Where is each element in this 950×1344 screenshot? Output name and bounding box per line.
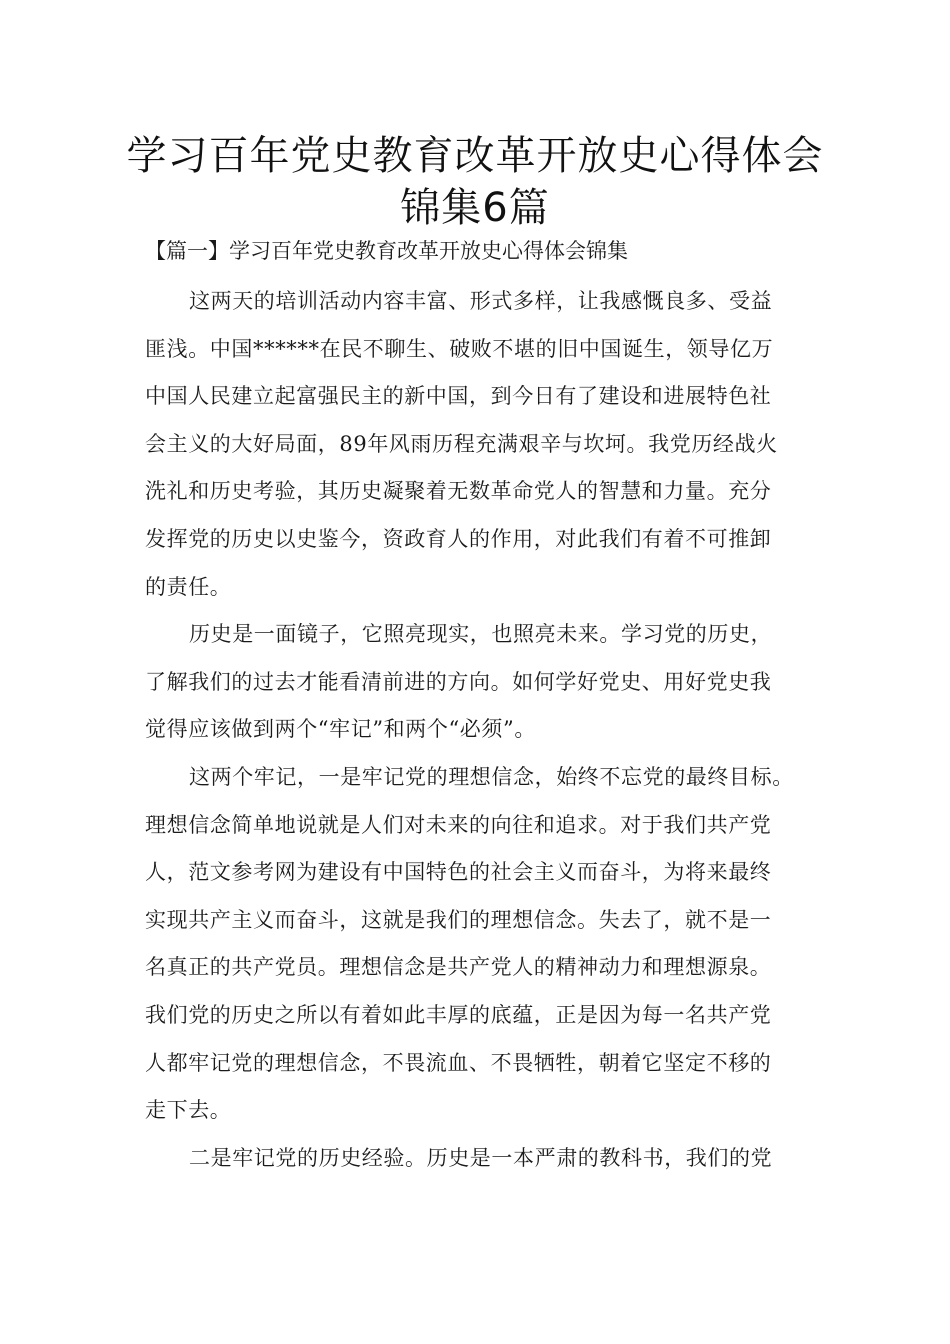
text-line: 我们党的历史之所以有着如此丰厚的底蕴，正是因为每一名共产党 bbox=[145, 1002, 772, 1027]
title-line-1: 学习百年党史教育改革开放史心得体会 bbox=[126, 133, 824, 179]
document-title bbox=[100, 130, 850, 234]
title-line-2: 锦集6篇 bbox=[400, 185, 550, 231]
text-line: 中国人民建立起富强民主的新中国，到今日有了建设和进展特色社 bbox=[145, 384, 772, 409]
text-line: 这两天的培训活动内容丰富、形式多样，让我感慨良多、受益 bbox=[189, 289, 773, 313]
text-line: 人，范文参考网为建设有中国特色的社会主义而奋斗，为将来最终 bbox=[145, 860, 772, 885]
text-line: 会主义的大好局面，89年风雨历程充满艰辛与坎坷。我党历经战火 bbox=[145, 431, 778, 456]
text-line: 这两个牢记，一是牢记党的理想信念，始终不忘党的最终目标。 bbox=[189, 764, 794, 789]
text-line: 匪浅。中国******在民不聊生、破败不堪的旧中国诞生，领导亿万 bbox=[145, 336, 774, 361]
body-text bbox=[145, 283, 845, 1187]
text-line: 名真正的共产党员。理想信念是共产党人的精神动力和理想源泉。 bbox=[145, 955, 772, 980]
text-line: 洗礼和历史考验，其历史凝聚着无数革命党人的智慧和力量。充分 bbox=[145, 479, 772, 504]
text-line: 二是牢记党的历史经验。历史是一本严肃的教科书，我们的党 bbox=[189, 1145, 773, 1170]
text-line: 了解我们的过去才能看清前进的方向。如何学好党史、用好党史我 bbox=[145, 669, 772, 694]
text-line: 发挥党的历史以史鉴今，资政育人的作用，对此我们有着不可推卸 bbox=[145, 526, 772, 551]
text-line: 觉得应该做到两个“牢记”和两个“必须”。 bbox=[145, 717, 536, 742]
text-line: 人都牢记党的理想信念，不畏流血、不畏牺牲，朝着它坚定不移的 bbox=[145, 1050, 772, 1075]
text-line: 实现共产主义而奋斗，这就是我们的理想信念。失去了，就不是一 bbox=[145, 907, 772, 932]
text-line: 的责任。 bbox=[145, 574, 232, 599]
text-line: 走下去。 bbox=[145, 1098, 232, 1123]
text-line: 历史是一面镜子，它照亮现实，也照亮未来。学习党的历史， bbox=[189, 622, 773, 647]
text-line: 理想信念简单地说就是人们对未来的向往和追求。对于我们共产党 bbox=[145, 812, 772, 837]
section-heading: 【篇一】学习百年党史教育改革开放史心得体会锦集 bbox=[145, 239, 628, 263]
